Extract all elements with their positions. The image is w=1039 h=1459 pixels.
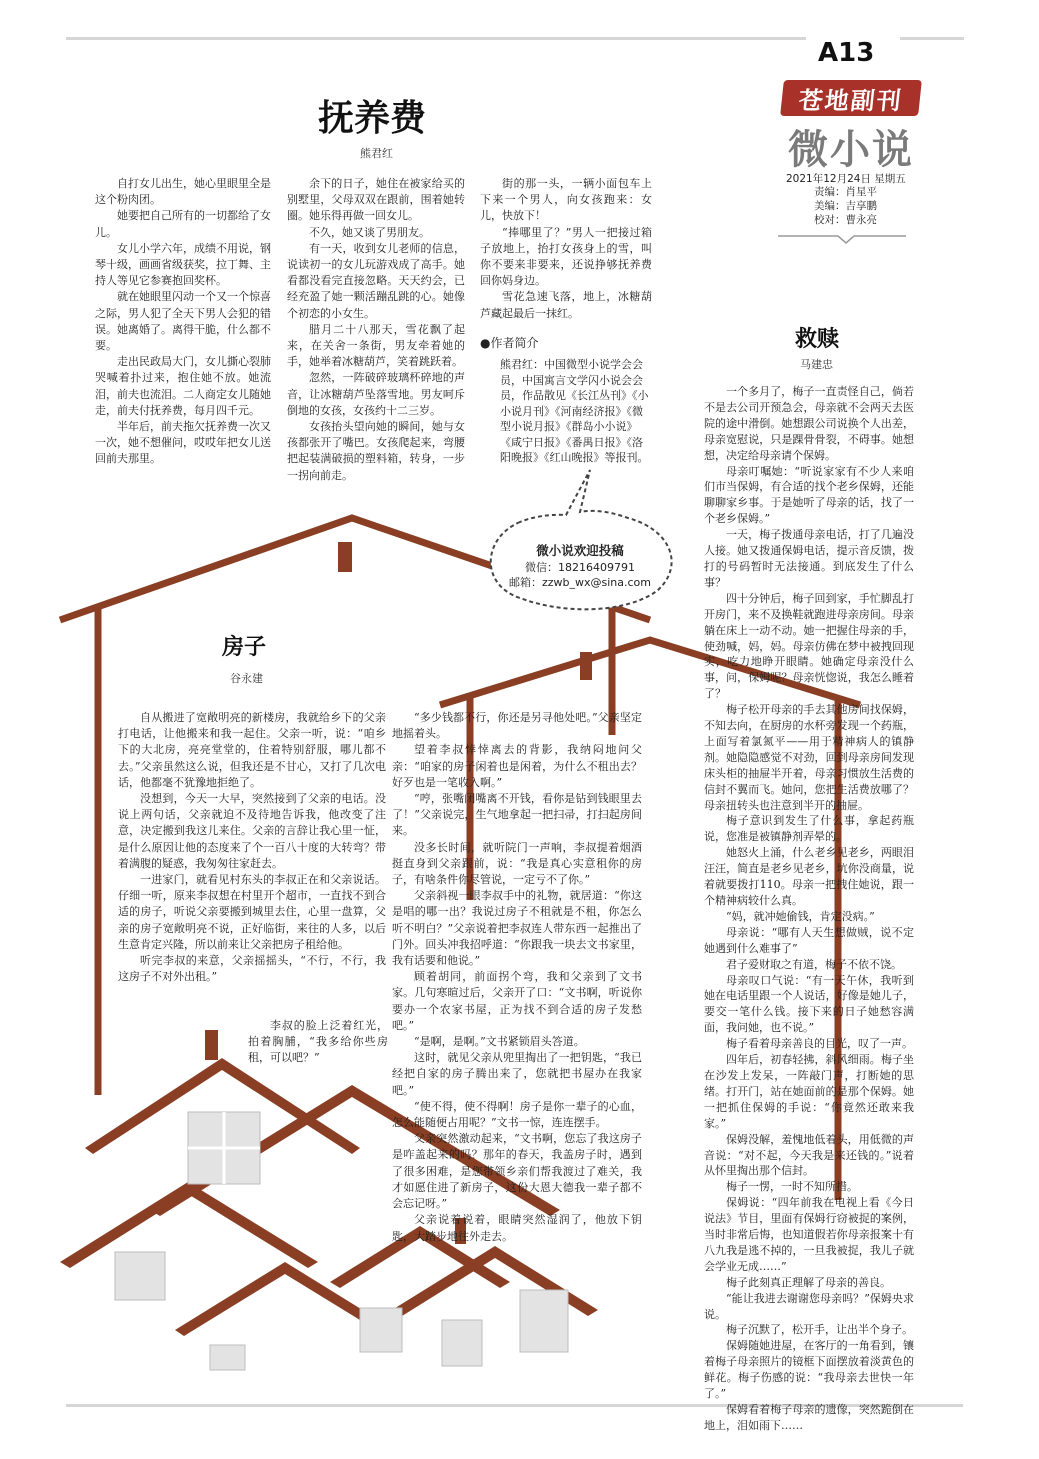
author-intro-text: 熊君红：中国微型小说学会会员，中国寓言文学闪小说会会员，作品散见《长江丛刊》《小小说月刊》《河南经济报》《微型小说月报》《群岛小小说》《咸宁日报》《番禺日报》《洛阳晚报》《红山晚报》等报刊。 bbox=[500, 358, 649, 464]
paragraph: 梅子一愣，一时不知所措。 bbox=[726, 1180, 858, 1194]
paragraph: 半年后，前夫拖欠抚养费一次又一次，她不想催问，哎哎年把女儿送回前夫那里。 bbox=[95, 420, 271, 466]
paragraph: 街的那一头，一辆小面包车上下来一个男人，向女孩跑来：女儿，快放下！ bbox=[480, 177, 652, 223]
story3-col2 bbox=[392, 710, 642, 1270]
story3-col1-tail bbox=[248, 1018, 388, 1074]
story1-col1 bbox=[95, 176, 271, 506]
page-number: A13 bbox=[818, 38, 875, 68]
art-editor: 美编：吉享鹏 bbox=[814, 200, 877, 212]
paragraph: 保姆随她进屋，在客厅的一角看到，镶着梅子母亲照片的镜框下面摆放着淡黄色的鲜花。梅子伤感的说：“我母亲去世快一年了。” bbox=[704, 1339, 914, 1401]
story2-author: 马建忠 bbox=[800, 358, 833, 371]
paragraph: 女孩抬头望向她的瞬间，她与女孩都张开了嘴巴。女孩爬起来，弯腰把起装满破损的塑料箱，转身，一步一拐向前走。 bbox=[287, 420, 465, 482]
paragraph: 父亲突然激动起来，“文书啊，您忘了我这房子是咋盖起来的吗？那年的春天，我盖房子时，遇到了很多困难，是您带领乡亲们帮我渡过了难关，我才如愿住进了新房子，这份大恩大德我一辈子都不会忘记呀。” bbox=[392, 1132, 642, 1211]
story2-title: 救赎 bbox=[795, 327, 840, 352]
story3-col1 bbox=[118, 710, 386, 1032]
paragraph: “妈，就冲她偷钱，肯定没病。” bbox=[726, 909, 875, 923]
submission-title: 微小说欢迎投稿 bbox=[536, 543, 624, 558]
paragraph: 君子爱财取之有道，梅子不依不饶。 bbox=[726, 957, 902, 971]
paragraph: 父亲斜视一眼李叔手中的礼物，就居道：“你这是唱的哪一出？我说过房子不租就是不租，你怎么听不明白？”父亲说着把李叔连人带东西一起推出了门外。回头冲我招呼道：“你跟我一块去文书家里，我有话要和他说。” bbox=[392, 889, 642, 968]
story1-col2 bbox=[287, 176, 465, 506]
paragraph: 父亲说着说着，眼睛突然湿润了，他放下钥匙，大踏步地往外走去。 bbox=[392, 1213, 642, 1243]
paragraph: 一进家门，就看见村东头的李叔正在和父亲说话。仔细一听，原来李叔想在村里开个超市，一直找不到合适的房子，听说父亲要搬到城里去住，心里一盘算，父亲的房子宽敞明亮不说，正好临街，来往的人多，以后生意肯定兴隆，所以前来让父亲把房子租给他。 bbox=[118, 873, 386, 951]
story1-author: 熊君红 bbox=[360, 147, 393, 160]
paragraph: 就在她眼里闪动一个又一个惊喜之际，男人犯了全天下男人会犯的错误。她离婚了。离得干脆，什么都不要。 bbox=[95, 290, 271, 353]
paragraph: 一个多月了，梅子一直责怪自己，倘若不是去公司开预急会，母亲就不会两天去医院的途中滑倒。她想跟公司说换个人出差，母亲宽慰说，只是踝骨骨裂，不碍事。她想想，决定给母亲请个保姆。 bbox=[704, 385, 914, 462]
section-logo-text: 苍地副刊 bbox=[797, 85, 905, 115]
paragraph: 雪花急速飞落，地上，冰糖葫芦藏起最后一抹红。 bbox=[480, 290, 652, 320]
paragraph: 保姆看着梅子母亲的遗像，突然跪倒在地上，泪如雨下…… bbox=[704, 1403, 914, 1432]
section-logo bbox=[780, 80, 922, 116]
paragraph: “捧哪里了？”男人一把接过箱子放地上，抬打女孩身上的雪，叫你不要来非要来，还说挣够抚养费回你妈身边。 bbox=[480, 225, 652, 288]
paragraph: 母亲叹口气说：“有一天午休，我听到她在电话里跟一个人说话，好像是她儿子，要交一笔什么钱。接下来的日子她愁容满面，我问她，也不说。” bbox=[704, 973, 914, 1035]
story1-col3 bbox=[480, 176, 652, 320]
paragraph: 这时，就见父亲从兜里掏出了一把钥匙，“我已经把自家的房子腾出来了，您就把书屋办在我家吧。” bbox=[392, 1051, 642, 1097]
section-name: 微小说 bbox=[788, 126, 914, 173]
proofreader: 校对：曹永亮 bbox=[814, 214, 877, 226]
issue-date: 2021年12月24日 星期五 bbox=[786, 173, 906, 185]
paragraph: 腊月二十八那天，雪花飘了起来，在关舍一条街，男友牵着她的手，她举着冰糖葫芦，笑着跳跃着。 bbox=[287, 322, 465, 369]
paragraph: 梅子此刻真正理解了母亲的善良。 bbox=[726, 1275, 891, 1289]
paragraph: 顾着胡同，前面拐个弯，我和父亲到了文书家。几句寒暄过后，父亲开了口：“文书啊，听说你要办一个农家书屋，正为找不到合适的房子发愁吧。” bbox=[392, 970, 642, 1032]
paragraph: 望着李叔悻悻离去的背影，我纳闷地问父亲：“咱家的房子闲着也是闲着，为什么不租出去？好歹也是一笔收入啊。” bbox=[392, 743, 642, 789]
paragraph: 她怒火上涌，什么老乡见老乡，两眼泪汪汪，简直是老乡见老乡，坑你没商量，说着就要拨打110。母亲一把拽住她说，跟一个精神病较什么真。 bbox=[704, 846, 914, 907]
paragraph: “是啊，是啊。”文书紧锁眉头答道。 bbox=[414, 1035, 585, 1049]
paragraph: 没多长时间，就听院门一声响，李叔提着烟酒挺直身到父亲跟前，说：“我是真心实意租你的房子，有啥条件你尽管说，一定亏不了你。” bbox=[392, 840, 642, 887]
paragraph: 梅子看着母亲善良的目光，叹了一声。 bbox=[726, 1037, 913, 1051]
top-rule-right bbox=[900, 37, 964, 40]
submission-email: 邮箱：zzwb_wx@sina.com bbox=[508, 576, 652, 589]
paragraph: 四十分钟后，梅子回到家，手忙脚乱打开房门，来不及换鞋就跑进母亲房间。母亲躺在床上一动不动。她一把握住母亲的手，使劲喊，妈，妈。母亲仿佛在梦中被拽回现实，吃力地睁开眼睛。她确定母亲没什么事，问，保姆呢？母亲恍惚说，我怎么睡着了？ bbox=[704, 591, 914, 701]
paragraph: “哼，张嘴闭嘴离不开钱，看你是钻到钱眼里去了！”父亲说完，生气地拿起一把扫帚，打扫起房间来。 bbox=[392, 792, 642, 838]
paragraph: 走出民政局大门，女儿撕心裂肺哭喊着扑过来，抱住她不放。她流泪，前夫也流泪。二人商定女儿随她走，前夫付抚养费，每月四千元。 bbox=[95, 355, 271, 417]
paragraph: 余下的日子，她住在被家给买的别墅里，父母双双在跟前，围着她转圈。她乐得再做一回女儿。 bbox=[287, 177, 465, 223]
author-intro-heading: ●作者简介 bbox=[480, 336, 539, 350]
paragraph: 她要把自己所有的一切都给了女儿。 bbox=[95, 209, 271, 239]
paragraph: 梅子松开母亲的手去其他房间找保姆，不知去向，在厨房的水杯旁发现一个药瓶，上面写着氯氮平——用于精神病人的镇静剂。她隐隐感觉不对劲，回到母亲房间发现床头柜的抽屉半开着，母亲习惯放生活费的信封不翼而飞。她问，您把生活费放哪了？母亲扭转头也注意到半开的抽屉。 bbox=[704, 703, 914, 812]
paragraph: 一天，梅子拨通母亲电话，打了几遍没人接。她又拨通保姆电话，提示音反馈，拨打的号码暂时无法接通。到底发生了什么事？ bbox=[704, 528, 914, 589]
paragraph: 听完李叔的来意，父亲摇摇头，“不行，不行，我这房子不对外出租。” bbox=[118, 954, 386, 984]
submission-wechat: 微信：18216409791 bbox=[525, 561, 635, 574]
paragraph: “能让我进去谢谢您母亲吗？”保姆央求说。 bbox=[704, 1291, 914, 1321]
paragraph: 李叔的脸上泛着红光，拍着胸脯，“我多给你些房租，可以吧？” bbox=[248, 1019, 388, 1065]
paragraph: 保姆说：“四年前我在电视上看《今日说法》节目，里面有保姆行窃被捉的案例，当时非常后悔，也知道假若你母亲报案十有八九我是逃不掉的，一旦我被捉，我儿子就会学业无成……” bbox=[704, 1196, 914, 1273]
paragraph: 不久，她又谈了男朋友。 bbox=[309, 225, 430, 239]
paragraph: 母亲说：“哪有人天生想做贼，说不定她遇到什么难事了” bbox=[704, 925, 914, 955]
story3-title: 房子 bbox=[222, 635, 267, 660]
story3-author: 谷永建 bbox=[230, 672, 263, 685]
paragraph: “使不得，使不得啊！房子是你一辈子的心血，怎么能随便占用呢？”文书一惊，连连摆手。 bbox=[392, 1099, 642, 1130]
paragraph: 母亲叮嘱她：“听说家家有不少人来咱们市当保姆，有合适的找个老乡保姆，还能聊聊家乡事。于是她听了母亲的话，找了一个老乡保姆。” bbox=[704, 464, 914, 526]
paragraph: “多少钱都不行，你还是另寻他处吧。”父亲坚定地摇着头。 bbox=[392, 711, 642, 741]
paragraph: 忽然，一阵破碎玻璃杯碎地的声音，让冰糖葫芦坠落雪地。男友呵斥倒地的女孩，女孩约十二三岁。 bbox=[287, 371, 465, 417]
paragraph: 梅子意识到发生了什么事，拿起药瓶说，您准是被镇静剂弄晕的。 bbox=[704, 814, 914, 844]
paragraph: 四年后，初春轻拂，斜风细雨。梅子坐在沙发上发呆，一阵敲门声，打断她的思绪。打开门，站在她面前的是那个保姆。她一把抓住保姆的手说：“你竟然还敢来我家。” bbox=[704, 1053, 914, 1130]
story1-title: 抚养费 bbox=[318, 98, 427, 139]
paragraph: 有一天，收到女儿老师的信息，说读初一的女儿玩游戏成了高手。她看都没看完直接忽略。天天约会，已经充盈了她一颗活蹦乱跳的心。她像个初恋的小女生。 bbox=[287, 241, 465, 320]
top-rule bbox=[66, 37, 806, 40]
story2-body bbox=[704, 384, 914, 1432]
paragraph: 保姆没解，羞愧地低着头，用低微的声音说：“对不起，今天我是来还钱的。”说着从怀里掏出那个信封。 bbox=[704, 1132, 914, 1178]
paragraph: 没想到，今天一大早，突然接到了父亲的电话。没说上两句话，父亲就迫不及待地告诉我，他改变了注意，决定搬到我这儿来住。父亲的言辞让我心里一怔，是什么原因让他的态度来了个一百八十度的大转弯？带着满腹的疑惑，我匆匆往家赶去。 bbox=[118, 792, 386, 870]
paragraph: 女儿小学六年，成绩不用说，钢琴十级，画画省级获奖，拉丁舞、主持人等见它参赛抱回奖杯。 bbox=[95, 241, 271, 288]
paragraph: 梅子沉默了，松开手，让出半个身子。 bbox=[726, 1323, 913, 1337]
editor: 责编：肖星平 bbox=[814, 186, 877, 198]
paragraph: 自打女儿出生，她心里眼里全是这个粉肉团。 bbox=[95, 177, 271, 207]
paragraph: 自从搬进了宽敞明亮的新楼房，我就给乡下的父亲打电话，让他搬来和我一起住。父亲一听，说：“咱乡下的大北房，亮亮堂堂的，住着特别舒服，哪儿都不去。”父亲虽然这么说，但我还是不甘心，又打了几次电话，他都毫不犹豫地拒绝了。 bbox=[118, 711, 386, 789]
